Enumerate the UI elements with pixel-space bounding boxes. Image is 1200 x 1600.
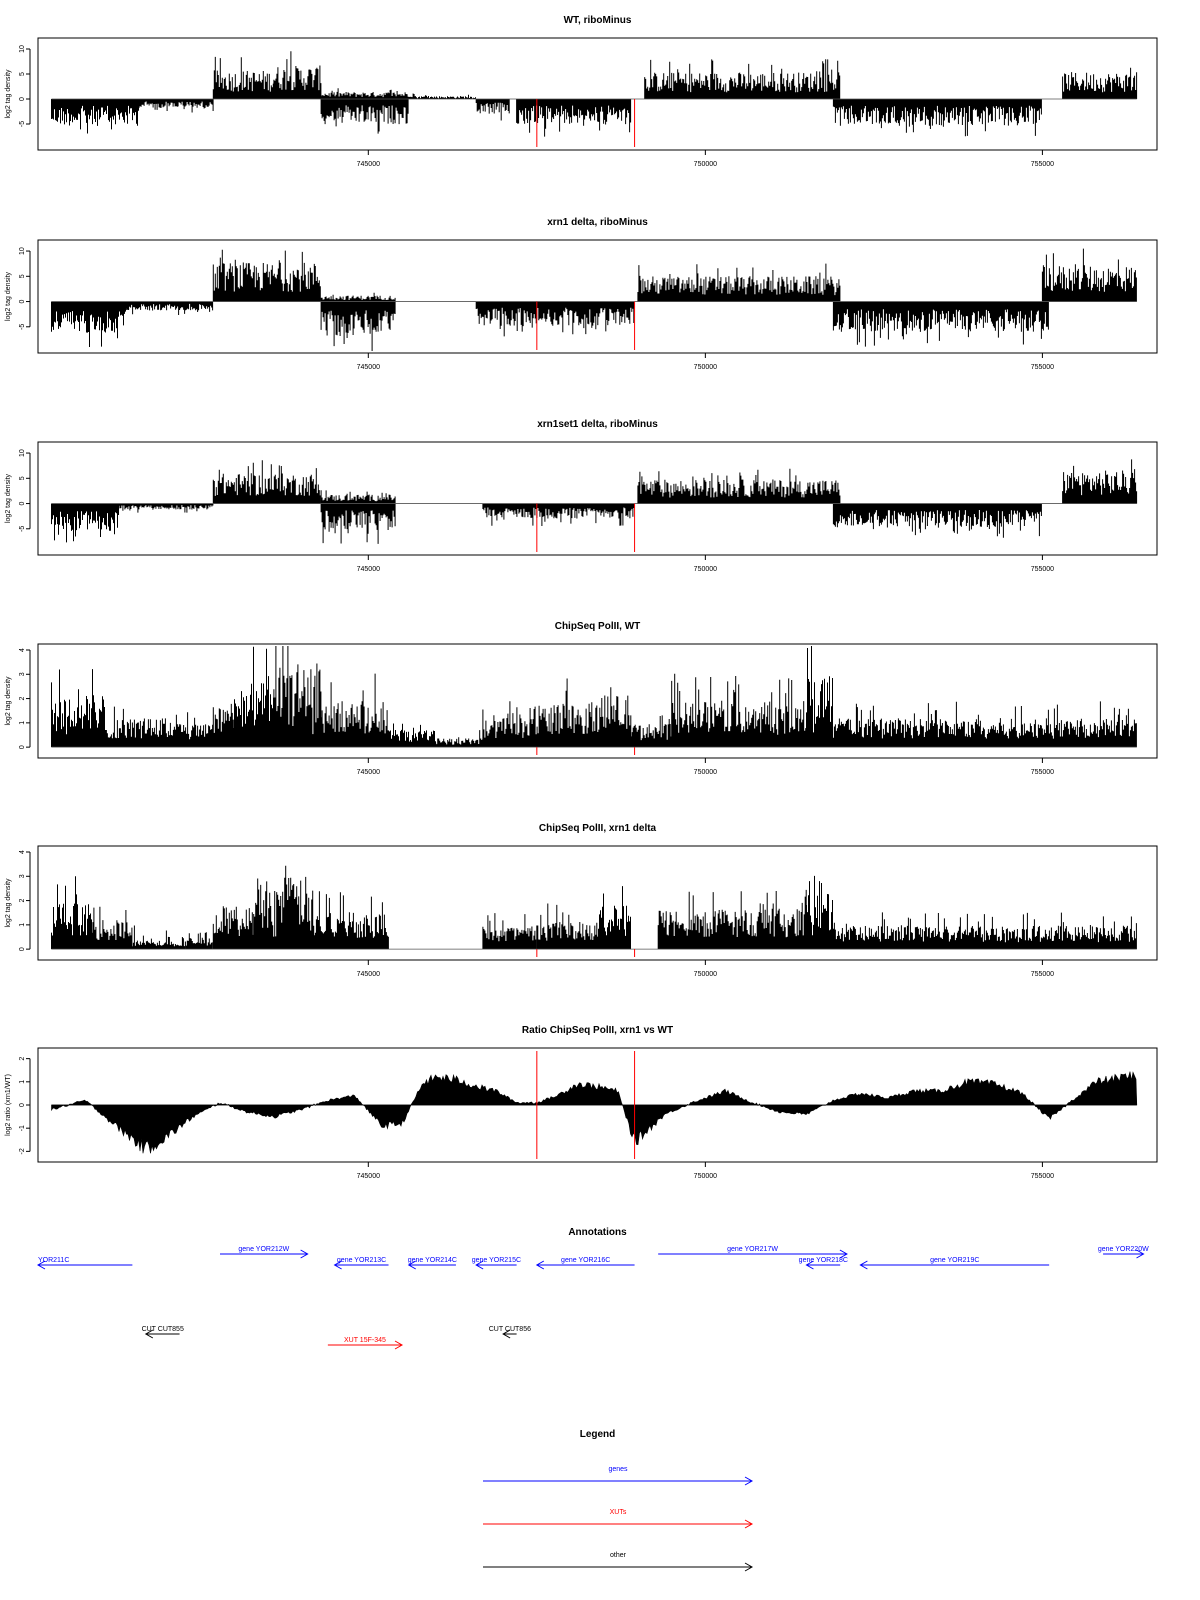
signal-segment [806, 646, 833, 747]
y-tick-label: 3 [19, 874, 26, 879]
signal-bars [186, 932, 212, 949]
signal-bars [631, 715, 671, 747]
signal-bars [833, 302, 1048, 347]
feature-label: YOR211C [38, 1257, 70, 1264]
signal-segment [51, 504, 118, 543]
panel-4 [5, 621, 1157, 776]
annotation-feature [472, 1257, 521, 1269]
x-tick-label: 750000 [693, 1173, 718, 1180]
signal-bars [537, 302, 634, 335]
signal-bars [483, 504, 634, 526]
signal-segment [833, 302, 1049, 347]
signal-segment [213, 57, 274, 99]
y-tick-label: 0 [19, 501, 26, 506]
signal-segment [483, 701, 530, 747]
signal-segment [51, 669, 105, 747]
y-tick-label: 2 [19, 696, 26, 701]
signal-bars [321, 490, 395, 503]
signal-bars [52, 876, 92, 949]
signal-track [51, 249, 1136, 351]
signal-bars [126, 302, 213, 315]
legend-entry [483, 1509, 752, 1528]
signal-bars [807, 646, 833, 747]
plot-frame [38, 240, 1157, 353]
signal-segment [591, 687, 631, 747]
feature-label: XUT 15F-345 [343, 1337, 386, 1344]
feature-label: gene YOR218C [798, 1257, 848, 1264]
x-tick-label: 750000 [693, 364, 718, 371]
signal-segment [415, 95, 476, 99]
signal-bars [321, 674, 388, 748]
signal-segment [833, 99, 1042, 136]
signal-segment [119, 504, 213, 513]
y-tick-label: 4 [19, 850, 26, 854]
signal-bars [436, 730, 483, 747]
signal-bars [476, 302, 536, 337]
legend-entry [483, 1466, 752, 1485]
annotation-feature [799, 1257, 848, 1269]
y-tick-label: -5 [19, 323, 26, 330]
x-tick-label: 755000 [1030, 566, 1055, 573]
signal-segment [213, 250, 321, 302]
signal-bars [254, 866, 314, 949]
signal-bars [658, 890, 806, 949]
annotation-feature [537, 1257, 635, 1269]
signal-bars [213, 460, 320, 503]
signal-track [51, 866, 1136, 949]
legend-label: XUTs [609, 1509, 627, 1516]
y-tick-label: 0 [19, 1103, 26, 1107]
annotation-feature [38, 1257, 132, 1269]
panel-title: ChipSeq PolII, xrn1 delta [538, 823, 657, 834]
signal-segment [389, 724, 436, 748]
signal-segment [321, 88, 415, 99]
signal-segment [598, 886, 632, 949]
signal-segment [321, 674, 388, 748]
signal-bars [807, 876, 833, 949]
signal-segment [631, 715, 671, 747]
x-tick-label: 745000 [356, 364, 380, 371]
legend-title: Legend [579, 1429, 616, 1440]
signal-bars [530, 679, 590, 748]
signal-bars [321, 293, 395, 302]
signal-bars [672, 674, 806, 747]
y-tick-label: 0 [19, 947, 26, 952]
signal-segment [321, 504, 395, 544]
legend-entry [483, 1552, 752, 1571]
annotation-feature [860, 1257, 1049, 1269]
signal-bars [314, 891, 388, 949]
signal-segment [483, 504, 635, 526]
signal-segment [274, 51, 321, 99]
signal-segment [314, 891, 388, 949]
signal-segment [233, 647, 273, 747]
x-tick-label: 755000 [1030, 364, 1055, 371]
y-axis-label: log2 tag density [5, 69, 12, 119]
signal-segment [254, 866, 315, 949]
signal-bars [132, 926, 185, 950]
signal-bars [234, 647, 274, 747]
signal-bars [517, 99, 631, 137]
signal-segment [658, 890, 806, 949]
x-tick-label: 755000 [1030, 161, 1055, 168]
panel-title: ChipSeq PolII, WT [554, 621, 641, 632]
y-tick-label: 0 [19, 97, 26, 101]
signal-segment [321, 302, 395, 351]
y-tick-label: 0 [19, 299, 26, 304]
x-tick-label: 750000 [693, 971, 718, 978]
y-tick-label: 10 [19, 45, 26, 53]
signal-segment [833, 504, 1042, 538]
panel-title: WT, riboMinus [563, 15, 632, 26]
feature-label: gene YOR214C [407, 1257, 457, 1264]
feature-label: gene YOR213C [336, 1257, 387, 1264]
signal-segment [139, 99, 213, 113]
signal-bars [833, 99, 1041, 136]
panel-2 [5, 217, 1157, 371]
signal-bars [537, 904, 597, 950]
signal-segment [833, 912, 1136, 949]
x-tick-label: 750000 [693, 161, 718, 168]
signal-segment [517, 99, 632, 137]
annotation-feature [489, 1326, 531, 1338]
signal-segment [537, 904, 598, 950]
signal-bars [321, 504, 395, 544]
plot-frame [38, 442, 1157, 555]
panel-5 [5, 823, 1157, 978]
plot-frame [38, 38, 1157, 150]
signal-bars [591, 687, 631, 747]
x-tick-label: 745000 [356, 971, 380, 978]
y-tick-label: -2 [19, 1148, 26, 1155]
signal-segment [126, 302, 214, 315]
panel-3 [5, 419, 1157, 573]
signal-bars [139, 99, 213, 113]
signal-segment [638, 469, 840, 504]
signal-track [52, 1072, 1137, 1154]
signal-segment [105, 707, 179, 748]
y-tick-label: 1 [19, 720, 26, 725]
y-tick-label: 0 [19, 745, 26, 750]
panel-6 [5, 1025, 1157, 1180]
signal-segment [92, 907, 132, 949]
annotation-feature [1098, 1246, 1149, 1258]
signal-bars [833, 701, 1136, 747]
signal-bars [833, 504, 1041, 538]
signal-bars [389, 724, 436, 748]
signal-bars [483, 701, 530, 747]
signal-track [51, 459, 1136, 544]
panel-1 [5, 15, 1157, 168]
signal-bars [1042, 249, 1136, 302]
signal-segment [645, 59, 840, 99]
feature-label: gene YOR219C [930, 1257, 980, 1264]
signal-segment [186, 932, 213, 949]
signal-bars [52, 99, 139, 134]
signal-segment [51, 99, 139, 134]
signal-segment [638, 264, 840, 302]
signal-bars [1063, 68, 1137, 99]
signal-bars [52, 302, 126, 347]
y-tick-label: 2 [19, 1056, 26, 1061]
signal-bars [92, 907, 132, 949]
signal-segment [436, 730, 483, 747]
feature-label: gene YOR220W [1097, 1246, 1149, 1253]
signal-bars [52, 504, 119, 543]
signal-segment [321, 99, 409, 134]
x-tick-label: 745000 [356, 566, 380, 573]
signal-segment [1042, 249, 1136, 302]
signal-bars [52, 669, 105, 747]
feature-label: gene YOR217W [727, 1246, 778, 1253]
annotation-feature [408, 1257, 457, 1269]
signal-bars [105, 707, 179, 748]
annotations-panel [38, 1227, 1149, 1349]
signal-segment [213, 460, 321, 503]
signal-segment [833, 701, 1136, 747]
x-tick-label: 750000 [693, 769, 718, 776]
signal-bars [274, 646, 321, 747]
signal-bars [483, 913, 536, 949]
signal-bars [213, 906, 253, 949]
x-tick-label: 745000 [356, 769, 380, 776]
signal-track [51, 646, 1136, 747]
y-axis-label: log2 tag density [5, 473, 12, 524]
signal-segment [274, 646, 321, 747]
panel-title: xrn1 delta, riboMinus [547, 217, 648, 228]
signal-segment [132, 926, 186, 950]
x-tick-label: 755000 [1030, 971, 1055, 978]
annotation-feature [335, 1257, 389, 1269]
y-tick-label: 5 [19, 274, 26, 279]
y-axis-label: log2 ratio (xrn1/WT) [5, 1074, 12, 1136]
signal-bars [476, 99, 509, 121]
signal-segment [321, 490, 395, 503]
annotation-feature [220, 1246, 308, 1258]
signal-segment [530, 679, 591, 748]
signal-segment [1063, 459, 1137, 503]
signal-segment [180, 712, 214, 747]
legend-label: other [610, 1552, 626, 1559]
signal-bars [180, 712, 213, 747]
annotation-feature [328, 1337, 402, 1349]
feature-label: CUT CUT856 [488, 1326, 532, 1333]
y-axis-label: log2 tag density [5, 878, 12, 928]
legend-label: genes [608, 1466, 628, 1473]
y-tick-label: 10 [19, 247, 26, 255]
signal-bars [638, 264, 840, 302]
signal-bars [213, 250, 320, 302]
signal-segment [537, 302, 635, 335]
signal-segment [213, 906, 253, 949]
signal-segment [321, 293, 395, 302]
signal-segment [51, 302, 125, 347]
x-tick-label: 755000 [1030, 769, 1055, 776]
signal-bars [833, 912, 1136, 949]
signal-segment [476, 99, 510, 121]
y-tick-label: 3 [19, 672, 26, 677]
signal-bars [119, 504, 213, 513]
annotations-title: Annotations [568, 1227, 627, 1238]
signal-bars [638, 469, 840, 504]
y-tick-label: -5 [19, 525, 26, 532]
feature-label: gene YOR216C [561, 1257, 611, 1264]
signal-track [51, 51, 1136, 136]
y-tick-label: 2 [19, 898, 26, 903]
y-tick-label: -1 [19, 1125, 26, 1132]
legend-panel [483, 1429, 752, 1571]
y-tick-label: 5 [19, 72, 26, 76]
signal-bars [213, 57, 273, 99]
signal-bars [321, 302, 395, 351]
signal-bars [321, 99, 408, 134]
signal-bars [274, 51, 321, 99]
signal-segment [51, 876, 91, 949]
signal-segment [806, 876, 833, 949]
y-tick-label: 4 [19, 648, 26, 652]
y-tick-label: -5 [19, 120, 26, 128]
panel-title: xrn1set1 delta, riboMinus [537, 419, 658, 430]
y-tick-label: 1 [19, 1079, 26, 1084]
annotation-feature [142, 1326, 184, 1338]
panel-title: Ratio ChipSeq PolII, xrn1 vs WT [521, 1025, 674, 1036]
ratio-area [52, 1072, 1137, 1154]
y-tick-label: 10 [19, 449, 26, 457]
feature-label: gene YOR215C [471, 1257, 522, 1264]
signal-bars [645, 59, 840, 99]
x-tick-label: 755000 [1030, 1173, 1055, 1180]
signal-segment [213, 704, 233, 747]
feature-label: CUT CUT855 [141, 1326, 184, 1333]
signal-bars [321, 88, 415, 99]
signal-bars [213, 704, 233, 747]
y-tick-label: 5 [19, 476, 26, 481]
signal-segment [1063, 68, 1137, 99]
x-tick-label: 745000 [356, 1173, 380, 1180]
y-axis-label: log2 tag density [5, 271, 12, 322]
x-tick-label: 750000 [693, 566, 718, 573]
signal-segment [483, 913, 537, 949]
x-tick-label: 745000 [356, 161, 380, 168]
signal-bars [416, 95, 476, 99]
y-axis-label: log2 tag density [5, 676, 12, 726]
y-tick-label: 1 [19, 922, 26, 927]
signal-segment [476, 302, 537, 337]
feature-label: gene YOR212W [238, 1246, 290, 1253]
signal-bars [598, 886, 631, 949]
signal-segment [672, 674, 807, 747]
signal-bars [1063, 459, 1137, 503]
